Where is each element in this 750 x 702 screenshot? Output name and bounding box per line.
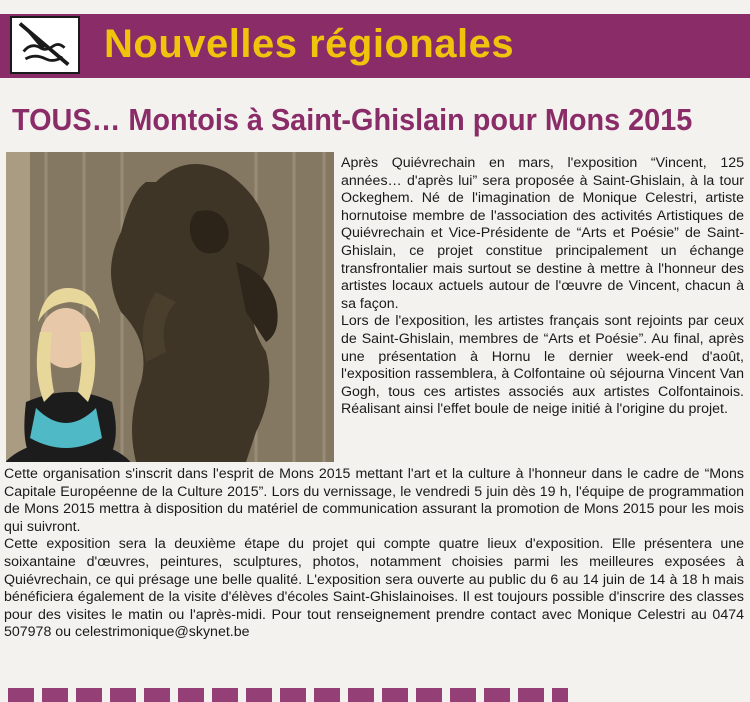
paragraph: Cette organisation s'inscrit dans l'esprit de Mons 2015 mettant l'art et la culture à l'honneur dans le cadre de “Mons Capitale Européenne de la Culture 2015”. Lors du vernissage, le vendredi 5 juin dès 19 h, l'équipe de programmation de Mons 2015 mettra à disposition du matériel de communication assurant la promotion de Mons 2015 pour les mois qui suivront. — [4, 466, 744, 535]
article-body-side — [341, 155, 744, 419]
paragraph: Cette exposition sera la deuxième étape du projet qui compte quatre lieux d'exposition. Elle présentera une soixantaine d'œuvres, peintures, sculptures, photos, notamment choisies parmi les meilleures exposées à Quiévrechain, ce qui présage une belle qualité. L'exposition sera ouverte au public du 6 au 14 juin de 14 à 18 h mais bénéficiera également de la visite d'élèves d'écoles Saint-Ghislainoises. Il est toujours possible d'inscrire des classes pour des visites le matin ou l'après-midi. Pour tout renseignement prendre contact avec Monique Celestri au 0474 507978 ou celestrimonique@skynet.be — [4, 536, 744, 641]
paragraph: Après Quiévrechain en mars, l'exposition “Vincent, 125 années… d'après lui” sera proposée à Saint-Ghislain, à la tour Ockeghem. Né de l'imagination de Monique Celestri, artiste hornutoise membre de l'association des activités Artistiques de Quiévrechain et Vice-Présidente de “Arts et Poésie” de Saint-Ghislain, ce projet constitue principalement un échange transfrontalier mais surtout se destine à mettre à l'honneur des artistes locaux actuels autour de l'œuvre de Vincent, chacun à sa façon. — [341, 155, 744, 312]
sculpture-photo-icon — [6, 152, 334, 462]
article-body-full — [4, 466, 744, 642]
section-title: Nouvelles régionales — [104, 22, 515, 66]
article-photo — [6, 152, 334, 462]
article-headline: TOUS… Montois à Saint-Ghislain pour Mons 2015 — [12, 102, 693, 137]
paragraph: Lors de l'exposition, les artistes français sont rejoints par ceux de Saint-Ghislain, membres de “Arts et Poésie”. Au final, après une présentation à Hornu le dernier week-end d'août, l'exposition rassemblera, à Colfontaine où séjourna Vincent Van Gogh, tous ces artistes associés aux artistes Colfontainois. Réalisant ainsi l'effet boule de neige initié à l'origine du projet. — [341, 313, 744, 418]
pen-writing-icon — [12, 18, 78, 72]
section-header — [0, 0, 750, 90]
next-article-headline-cropped — [8, 688, 748, 702]
section-logo — [10, 16, 80, 74]
cropped-headline-strip — [8, 688, 568, 702]
